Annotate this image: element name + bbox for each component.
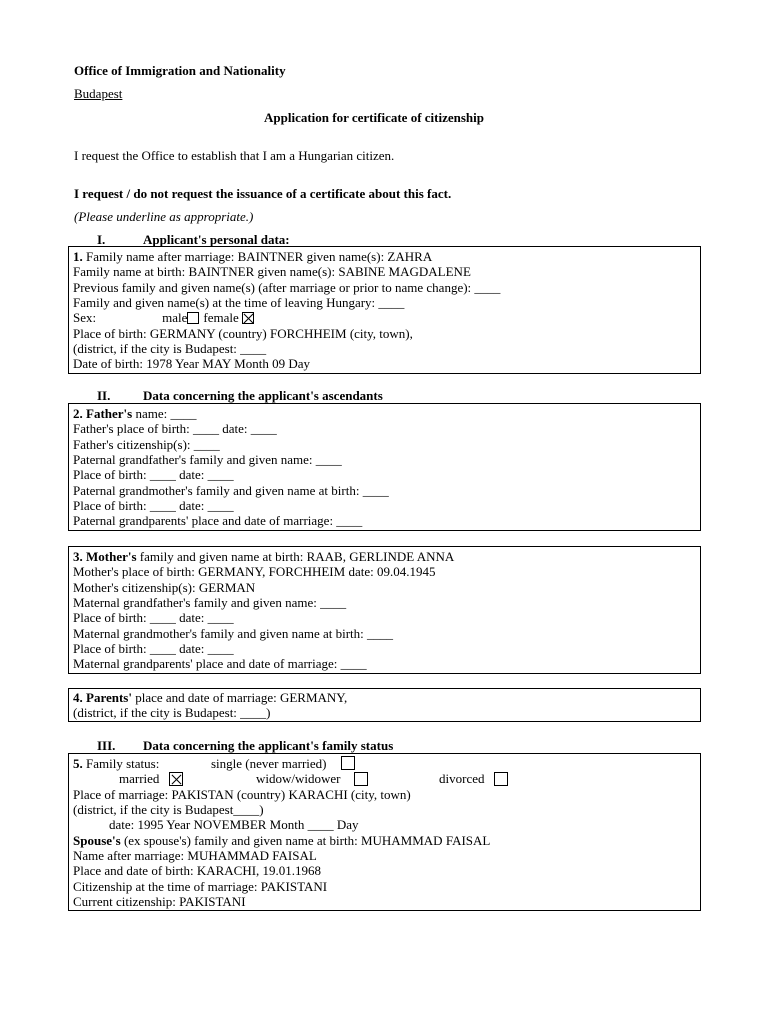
mother-birth-line: Mother's place of birth: GERMANY, FORCHHEIM date: 09.04.1945 [73,564,436,579]
family-status-box [68,753,701,911]
mother-citizenship-line: Mother's citizenship(s): GERMAN [73,580,256,595]
mother-name-line: 3. Mother's family and given name at birth: RAAB, GERLINDE ANNA [73,549,455,564]
widow-label: widow/widower [256,771,341,786]
name-after-marriage-line: Name after marriage: MUHAMMAD FAISAL [73,848,317,863]
maternal-grandparents-marriage-line: Maternal grandparents' place and date of marriage: ____ [73,656,367,671]
marriage-date-line: date: 1995 Year NOVEMBER Month ____ Day [109,817,359,832]
married-label: married [119,771,160,786]
spouse-birth-line: Place and date of birth: KARACHI, 19.01.1968 [73,863,322,878]
maternal-grandfather-birth-line: Place of birth: ____ date: ____ [73,610,234,625]
place-of-birth-line: Place of birth: GERMANY (country) FORCHHEIM (city, town), [73,326,413,341]
family-status-line: 5. Family status: [73,756,160,771]
underline-note: (Please underline as appropriate.) [74,209,254,224]
leaving-name-line: Family and given name(s) at the time of leaving Hungary: ____ [73,295,405,310]
paternal-grandfather-line: Paternal grandfather's family and given name: ____ [73,452,342,467]
divorced-label: divorced [439,771,485,786]
father-citizenship-line: Father's citizenship(s): ____ [73,437,220,452]
spouse-citizenship-at-marriage-line: Citizenship at the time of marriage: PAKISTANI [73,879,328,894]
spouse-name-line: Spouse's (ex spouse's) family and given name at birth: MUHAMMAD FAISAL [73,833,491,848]
female-label: female [203,310,239,325]
section-2-number: II. [97,388,111,403]
maternal-grandmother-birth-line: Place of birth: ____ date: ____ [73,641,234,656]
paternal-grandparents-marriage-line: Paternal grandparents' place and date of marriage: ____ [73,513,363,528]
paternal-grandmother-birth-line: Place of birth: ____ date: ____ [73,498,234,513]
birth-name-line: Family name at birth: BAINTNER given name(s): SABINE MAGDALENE [73,264,471,279]
male-checkbox[interactable] [187,312,199,324]
section-2-title: Data concerning the applicant's ascendants [143,388,383,403]
district-line: (district, if the city is Budapest: ____ [73,341,267,356]
father-data-box [68,403,701,531]
request-statement: I request the Office to establish that I am a Hungarian citizen. [74,148,395,163]
married-checkbox[interactable] [169,772,183,786]
issuance-statement: I request / do not request the issuance of a certificate about this fact. [74,186,452,201]
paternal-grandfather-birth-line: Place of birth: ____ date: ____ [73,467,234,482]
city-label: Budapest [74,86,123,101]
paternal-grandmother-line: Paternal grandmother's family and given name at birth: ____ [73,483,389,498]
application-title: Application for certificate of citizenship [264,110,484,125]
sex-line [73,310,254,325]
section-3-title: Data concerning the applicant's family status [143,738,394,753]
single-checkbox[interactable] [341,756,355,770]
divorced-checkbox[interactable] [494,772,508,786]
date-of-birth-line: Date of birth: 1978 Year MAY Month 09 Day [73,356,310,371]
section-1-title: Applicant's personal data: [143,232,290,247]
single-label: single (never married) [211,756,327,771]
sex-label: Sex: [73,310,97,325]
maternal-grandmother-line: Maternal grandmother's family and given name at birth: ____ [73,626,394,641]
father-birth-line: Father's place of birth: ____ date: ____ [73,421,277,436]
section-1-number: I. [97,232,106,247]
parents-marriage-line: 4. Parents' place and date of marriage: GERMANY, [73,690,348,705]
mother-data-box [68,546,701,674]
male-label: male [162,310,188,325]
office-title: Office of Immigration and Nationality [74,63,286,78]
widow-checkbox[interactable] [354,772,368,786]
female-checkbox[interactable] [242,312,254,324]
applicant-data-box [68,246,701,374]
parents-district-line: (district, if the city is Budapest: ____) [73,705,271,720]
previous-name-line: Previous family and given name(s) (after marriage or prior to name change): ____ [73,280,501,295]
marriage-place-line: Place of marriage: PAKISTAN (country) KARACHI (city, town) [73,787,411,802]
section-3-number: III. [97,738,116,753]
parents-data-box [68,688,701,722]
spouse-current-citizenship-line: Current citizenship: PAKISTANI [73,894,246,909]
married-name-line: 1. Family name after marriage: BAINTNER given name(s): ZAHRA [73,249,433,264]
father-name-line: 2. Father's name: ____ [73,406,197,421]
marriage-district-line: (district, if the city is Budapest____) [73,802,264,817]
maternal-grandfather-line: Maternal grandfather's family and given name: ____ [73,595,347,610]
